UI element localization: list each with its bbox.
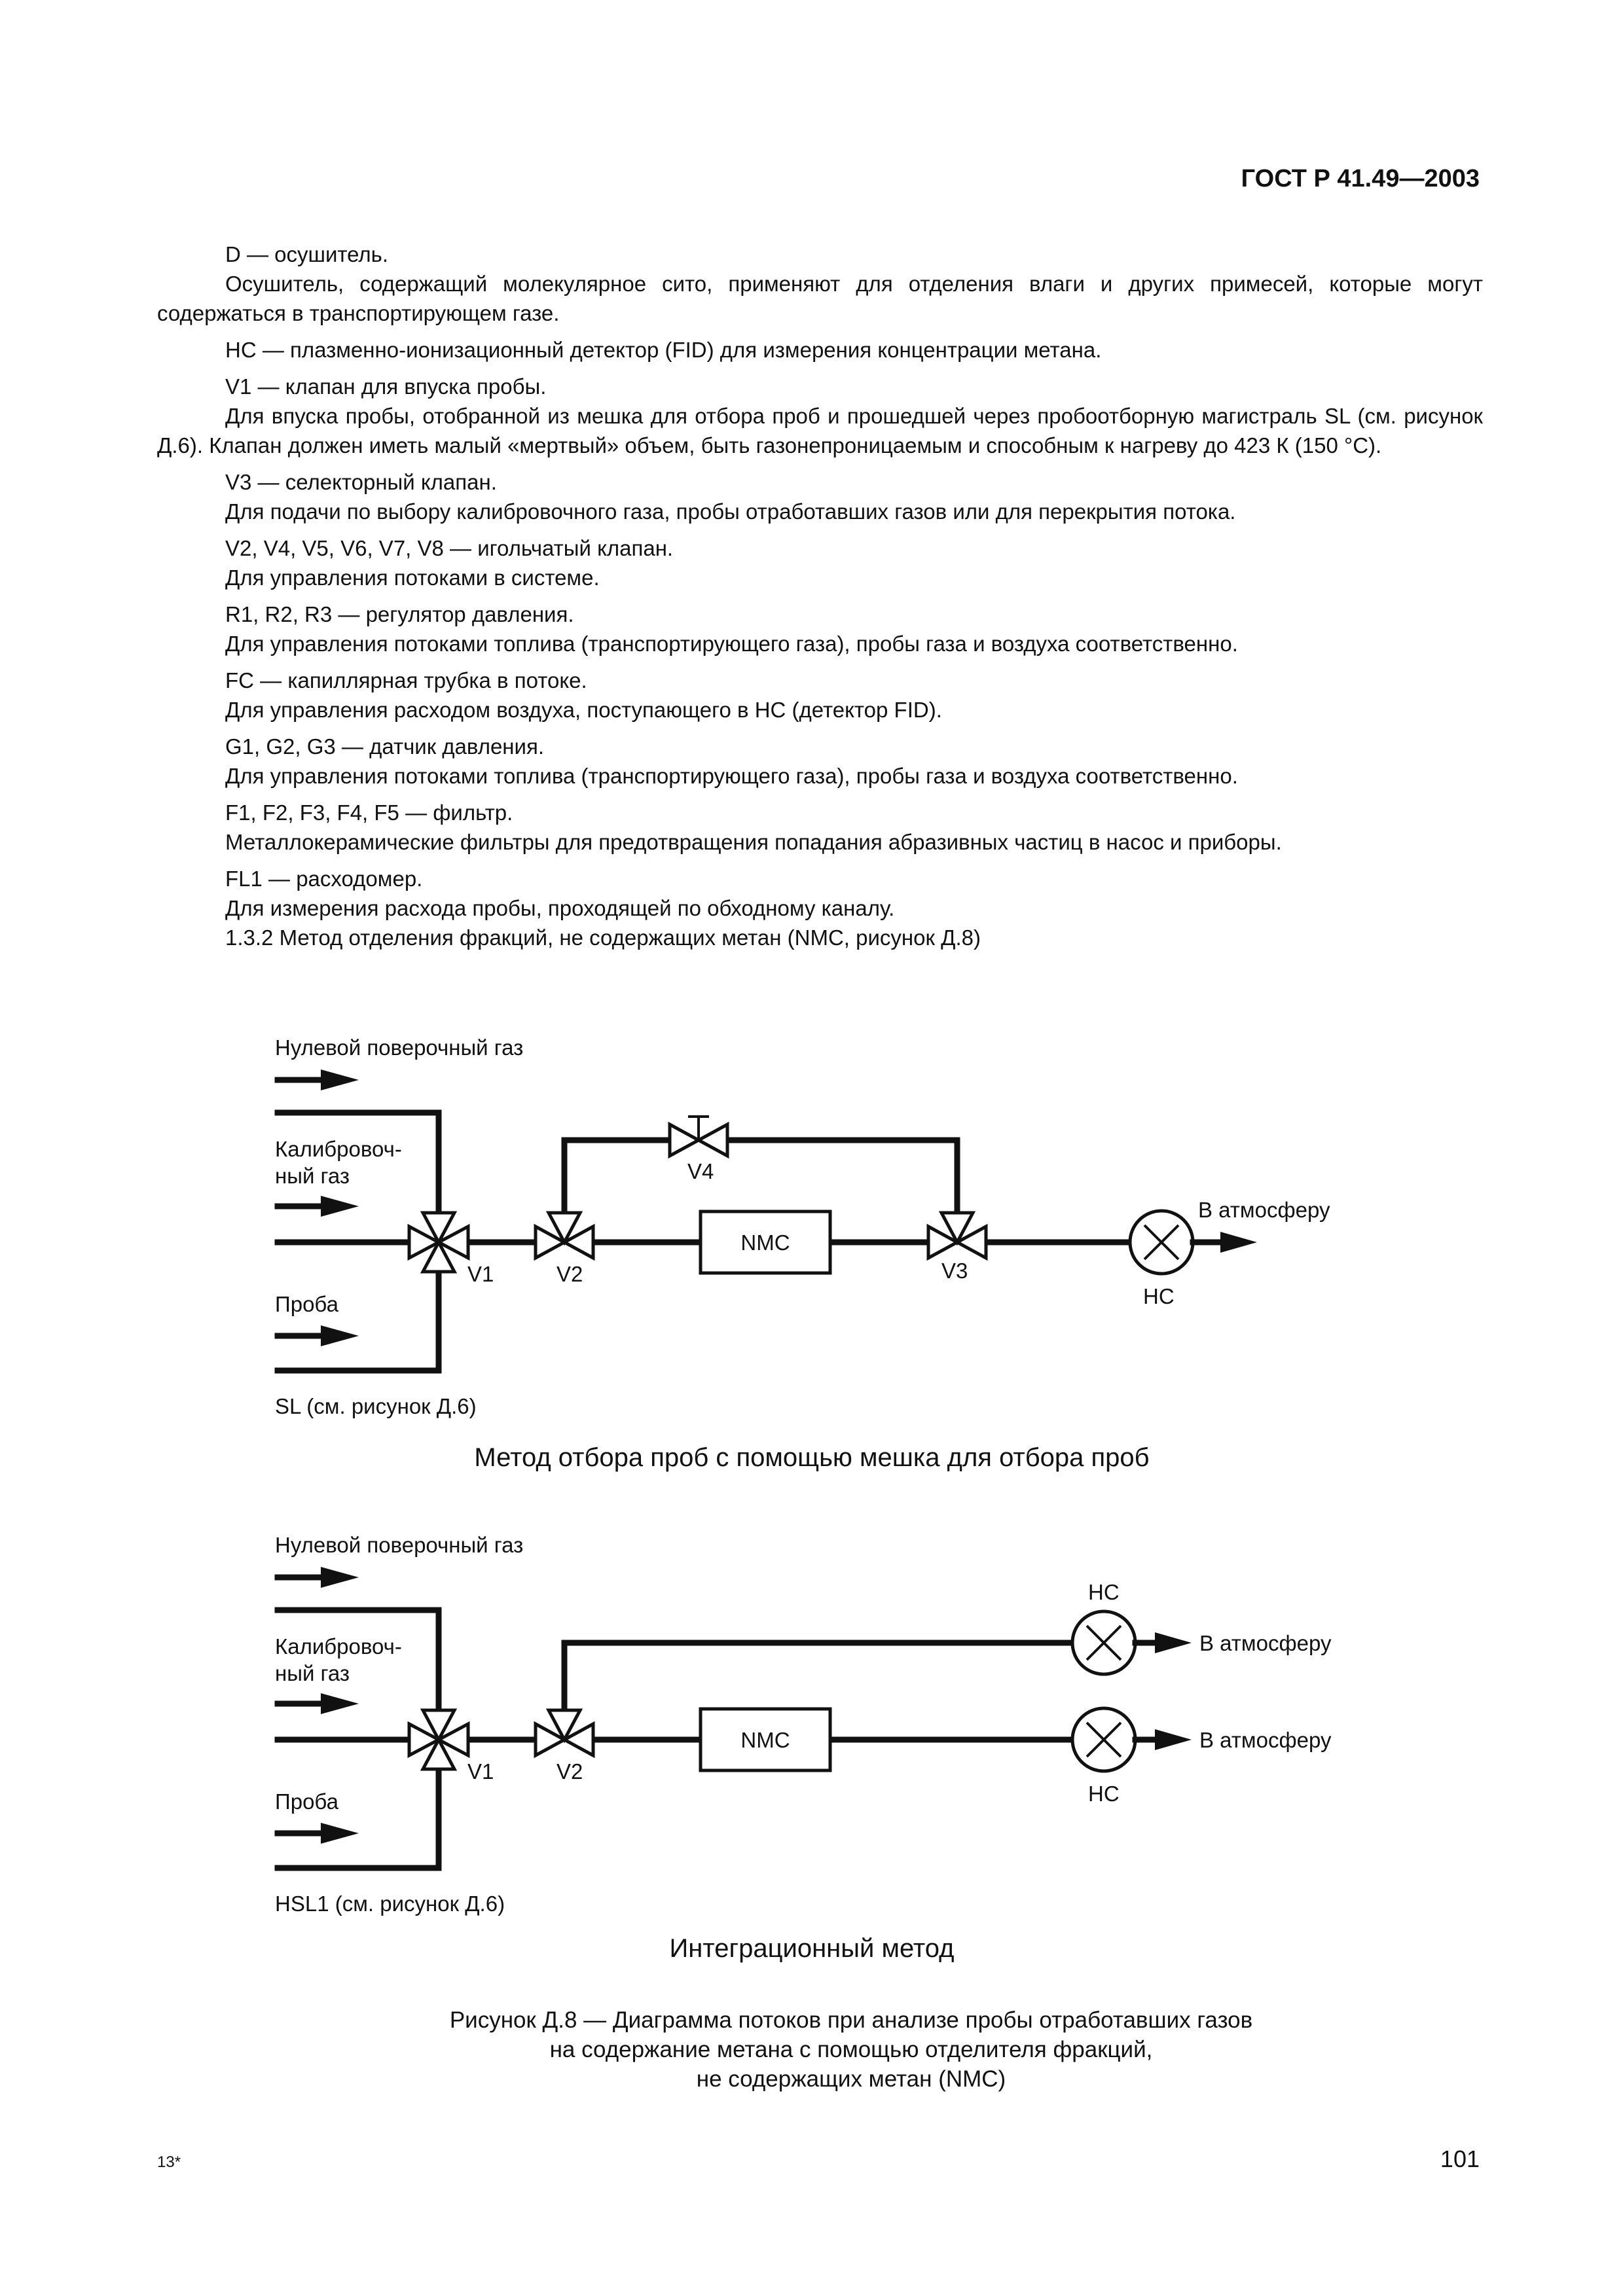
hc-detector-bottom-icon — [1072, 1708, 1135, 1771]
arrow-icon — [278, 1325, 359, 1346]
hc-bottom-label: HC — [1088, 1782, 1120, 1806]
diagram1-caption: Метод отбора проб с помощью мешка для отбора проб — [474, 1443, 1150, 1472]
v2-label: V2 — [556, 1759, 583, 1784]
cal-gas-label-line2: ный газ — [275, 1164, 350, 1188]
arrow-icon — [278, 1069, 359, 1090]
arrow-icon — [1193, 1232, 1257, 1253]
arrow-icon — [278, 1196, 359, 1217]
text-paragraph: Для управления потоками топлива (транспортирующего газа), пробы газа и воздуха соответственно. — [225, 632, 1238, 656]
document-id-header: ГОСТ Р 41.49—2003 — [1241, 165, 1480, 192]
text-paragraph: V2, V4, V5, V6, V7, V8 — игольчатый клапан. — [225, 536, 674, 560]
figure-caption-line2: на содержание метана с помощью отделителя фракций, — [549, 2037, 1153, 2062]
diagram-integration-method — [275, 1533, 1332, 1963]
hc-detector-top-icon — [1072, 1611, 1135, 1674]
text-paragraph: Металлокерамические фильтры для предотвращения попадания абразивных частиц в насос и приборы. — [225, 830, 1282, 854]
sample-pipe — [278, 1268, 439, 1371]
text-paragraph: Осушитель, содержащий молекулярное сито, применяют для отделения влаги и других примесей, которые могут содержаться в транспортирующем газе. — [157, 272, 1483, 325]
section-heading: 1.3.2 Метод отделения фракций, не содержащих метан (NMC, рисунок Д.8) — [225, 925, 981, 950]
hc-top-label: HC — [1088, 1580, 1120, 1604]
cal-gas-label-line1: Калибровоч- — [275, 1634, 402, 1659]
arrow-icon — [278, 1823, 359, 1844]
sample-label: Проба — [275, 1789, 338, 1814]
cal-gas-label-line2: ный газ — [275, 1661, 350, 1685]
text-paragraph: V1 — клапан для впуска пробы. — [225, 374, 547, 399]
diagram-sampling-bag — [275, 1035, 1330, 1472]
v1-label: V1 — [467, 1759, 494, 1784]
text-paragraph: R1, R2, R3 — регулятор давления. — [225, 602, 574, 626]
bypass-pipe-return — [727, 1140, 957, 1214]
atmosphere-bottom-label: В атмосферу — [1199, 1728, 1332, 1752]
text-paragraph: V3 — селекторный клапан. — [225, 470, 497, 494]
cal-gas-label-line1: Калибровоч- — [275, 1137, 402, 1161]
arrow-icon — [1135, 1729, 1192, 1750]
hc-label: HC — [1143, 1284, 1175, 1308]
atmosphere-label: В атмосферу — [1198, 1198, 1330, 1222]
nmc-label: NMC — [740, 1230, 790, 1255]
valve-v1-icon — [409, 1710, 468, 1769]
text-paragraph: Для управления потоками в системе. — [225, 565, 600, 590]
valve-v1-icon — [409, 1213, 468, 1272]
v4-label: V4 — [687, 1159, 714, 1183]
text-paragraph: F1, F2, F3, F4, F5 — фильтр. — [225, 800, 513, 825]
text-paragraph: D — осушитель. — [225, 242, 389, 266]
text-paragraph: Для управления расходом воздуха, поступающего в HC (детектор FID). — [225, 698, 942, 722]
hsl-reference: HSL1 (см. рисунок Д.6) — [275, 1892, 505, 1916]
text-paragraph: FL1 — расходомер. — [225, 867, 423, 891]
arrow-icon — [278, 1567, 359, 1588]
figure-caption-line1: Рисунок Д.8 — Диаграмма потоков при анализе пробы отработавших газов — [449, 2007, 1253, 2033]
figure-caption-line3: не содержащих метан (NMC) — [696, 2066, 1006, 2092]
page-number: 101 — [1440, 2145, 1480, 2172]
arrow-icon — [1135, 1632, 1192, 1653]
sl-reference: SL (см. рисунок Д.6) — [275, 1394, 477, 1418]
bypass-pipe — [564, 1643, 1072, 1712]
valve-v2-icon — [536, 1213, 593, 1258]
valve-v3-icon — [928, 1213, 986, 1258]
figure-caption — [450, 2007, 1252, 2092]
text-paragraph: FC — капиллярная трубка в потоке. — [225, 668, 587, 692]
sample-pipe — [278, 1766, 439, 1868]
zero-gas-label: Нулевой поверочный газ — [275, 1035, 524, 1060]
sample-label: Проба — [275, 1292, 338, 1316]
text-paragraph: Для впуска пробы, отобранной из мешка для отбора проб и прошедшей через пробоотборную магистраль SL (см. рисунок Д.6). Клапан должен иметь малый «мертвый» объем, быть газонепроницаемым и способным к нагреву до 423 К (150 °C). — [157, 404, 1483, 457]
v2-label: V2 — [556, 1262, 583, 1286]
zero-gas-label: Нулевой поверочный газ — [275, 1533, 524, 1557]
text-paragraph: G1, G2, G3 — датчик давления. — [225, 734, 544, 759]
sheet-mark: 13* — [157, 2153, 181, 2171]
bypass-pipe — [564, 1140, 670, 1214]
text-paragraph: Для управления потоками топлива (транспортирующего газа), пробы газа и воздуха соответственно. — [225, 764, 1238, 788]
hc-detector-icon — [1130, 1211, 1193, 1274]
arrow-icon — [278, 1693, 359, 1714]
text-paragraph: Для подачи по выбору калибровочного газа, пробы отработавших газов или для перекрытия потока. — [225, 499, 1236, 524]
valve-v4-icon — [670, 1117, 727, 1156]
atmosphere-top-label: В атмосферу — [1199, 1631, 1332, 1655]
v1-label: V1 — [467, 1262, 494, 1286]
valve-v2-icon — [536, 1710, 593, 1755]
text-paragraph: Для измерения расхода пробы, проходящей по обходному каналу. — [225, 896, 895, 920]
v3-label: V3 — [941, 1259, 968, 1283]
diagram2-caption: Интеграционный метод — [669, 1934, 955, 1963]
text-paragraph: HC — плазменно-ионизационный детектор (FID) для измерения концентрации метана. — [225, 338, 1102, 362]
nmc-label: NMC — [740, 1728, 790, 1752]
